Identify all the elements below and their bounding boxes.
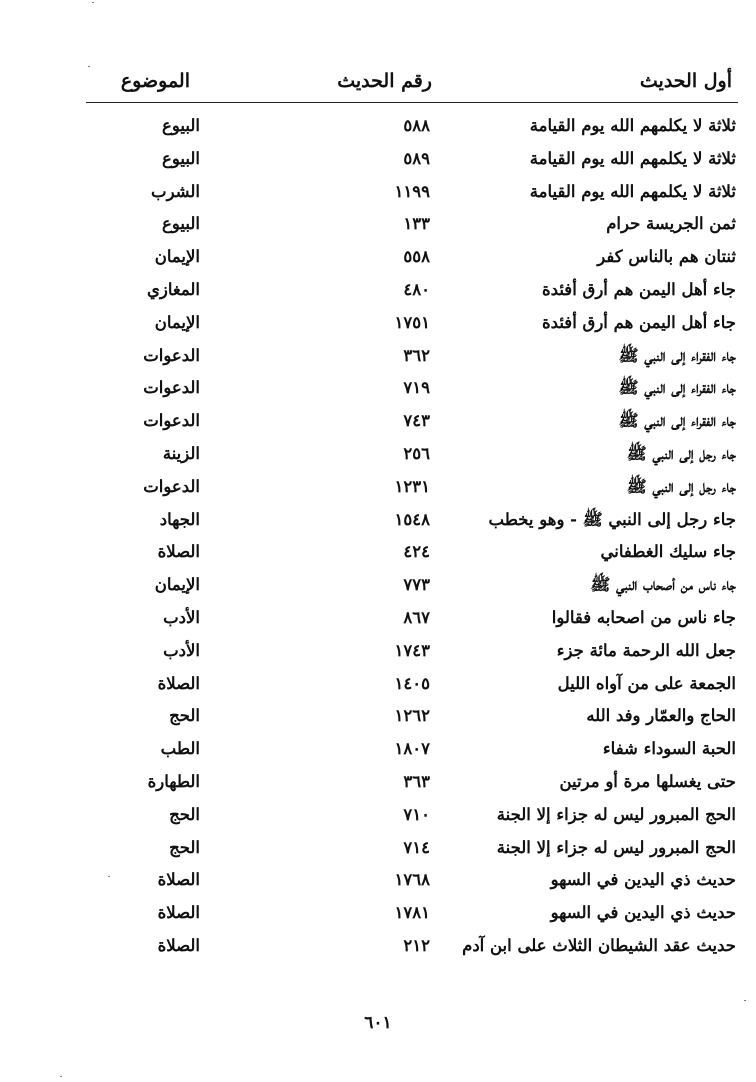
hadith-number: ١٥٤٨ xyxy=(394,509,430,529)
header-hadith-number: رقم الحديث xyxy=(337,70,432,92)
hadith-number: ١٧٥١ xyxy=(394,312,430,332)
hadith-first-words: ثلاثة لا يكلمهم الله يوم القيامة xyxy=(529,181,736,201)
table-row xyxy=(86,670,738,703)
hadith-number: ١٧٤٣ xyxy=(394,640,430,660)
table-row xyxy=(86,735,738,768)
hadith-first-words: جاء الفقراء إلى النبي ﷺ xyxy=(618,411,736,431)
hadith-topic: البيوع xyxy=(162,214,200,234)
hadith-first-words: جاء سليك الغطفاني xyxy=(600,542,736,562)
hadith-topic: الصلاة xyxy=(157,870,200,890)
hadith-first-words: جاء الفقراء إلى النبي ﷺ xyxy=(618,345,736,365)
table-header xyxy=(86,70,738,104)
header-topic: الموضوع xyxy=(120,70,190,92)
hadith-number: ٧٧٣ xyxy=(403,575,430,595)
hadith-number: ١٢٣١ xyxy=(394,476,430,496)
hadith-number: ١١٩٩ xyxy=(394,181,430,201)
hadith-first-words: الحاج والعمّار وفد الله xyxy=(586,706,736,726)
hadith-topic: الجهاد xyxy=(159,509,200,529)
hadith-number: ١٣٣ xyxy=(403,214,430,234)
hadith-topic: الطب xyxy=(160,739,200,759)
hadith-topic: الدعوات xyxy=(143,411,200,431)
hadith-topic: الدعوات xyxy=(143,345,200,365)
table-row xyxy=(86,440,738,473)
hadith-first-words: جاء الفقراء إلى النبي ﷺ xyxy=(618,378,736,398)
hadith-topic: الصلاة xyxy=(157,903,200,923)
table-row xyxy=(86,342,738,375)
index-table-body xyxy=(86,112,738,965)
hadith-number: ٧٤٣ xyxy=(403,411,430,431)
hadith-number: ٧١٤ xyxy=(403,837,430,857)
scan-speck xyxy=(88,66,90,67)
hadith-first-words: الجمعة على من آواه الليل xyxy=(557,673,736,693)
hadith-topic: الدعوات xyxy=(143,378,200,398)
hadith-topic: المغازي xyxy=(146,279,200,299)
hadith-topic: الصلاة xyxy=(157,935,200,955)
hadith-topic: الحج xyxy=(169,837,200,857)
hadith-number: ٢١٢ xyxy=(403,935,430,955)
hadith-topic: البيوع xyxy=(162,116,200,135)
hadith-first-words: ثنتان هم بالناس كفر xyxy=(597,247,736,267)
hadith-topic: البيوع xyxy=(162,148,200,168)
table-row xyxy=(86,506,738,539)
hadith-first-words: جاء ناس من أصحاب النبي ﷺ xyxy=(590,575,736,595)
hadith-topic: الأدب xyxy=(163,607,200,627)
hadith-number: ٢٥٦ xyxy=(403,443,430,463)
table-row xyxy=(86,768,738,801)
table-row xyxy=(86,145,738,178)
hadith-number: ٤٨٠ xyxy=(403,279,430,299)
hadith-first-words: ثمن الجريسة حرام xyxy=(606,214,736,234)
hadith-number: ٣٦٣ xyxy=(403,771,430,791)
hadith-first-words: ثلاثة لا يكلمهم الله يوم القيامة xyxy=(529,116,736,135)
table-row xyxy=(86,374,738,407)
hadith-number: ١٧٦٨ xyxy=(394,870,430,890)
hadith-topic: الحج xyxy=(169,706,200,726)
hadith-first-words: جعل الله الرحمة مائة جزء xyxy=(556,640,736,660)
hadith-first-words: جاء ناس من اصحابه فقالوا xyxy=(551,607,736,627)
hadith-first-words: حتى يغسلها مرة أو مرتين xyxy=(559,771,736,791)
hadith-topic: الصلاة xyxy=(157,542,200,562)
hadith-number: ٨٦٧ xyxy=(403,607,430,627)
hadith-number: ١٨٠٧ xyxy=(394,739,430,759)
hadith-first-words: ثلاثة لا يكلمهم الله يوم القيامة xyxy=(529,148,736,168)
hadith-topic: الإيمان xyxy=(154,312,200,332)
table-row xyxy=(86,899,738,932)
table-row xyxy=(86,538,738,571)
table-row xyxy=(86,276,738,309)
table-row xyxy=(86,834,738,867)
table-row xyxy=(86,243,738,276)
scan-speck xyxy=(744,1000,746,1001)
header-rule xyxy=(86,102,738,103)
table-row xyxy=(86,178,738,211)
hadith-number: ١٢٦٢ xyxy=(394,706,430,726)
hadith-topic: الأدب xyxy=(163,640,200,660)
scan-speck xyxy=(92,2,94,3)
page-number: ٦٠١ xyxy=(364,1013,392,1033)
hadith-first-words: حديث ذي اليدين في السهو xyxy=(550,903,736,923)
scan-speck xyxy=(60,1076,62,1077)
hadith-first-words: الحبة السوداء شفاء xyxy=(602,739,736,759)
table-row xyxy=(86,473,738,506)
hadith-topic: الصلاة xyxy=(157,673,200,693)
table-row xyxy=(86,112,738,145)
hadith-topic: الحج xyxy=(169,804,200,824)
hadith-topic: الشرب xyxy=(151,181,200,201)
header-first-words: أول الحديث xyxy=(639,70,732,92)
hadith-first-words: الحج المبرور ليس له جزاء إلا الجنة xyxy=(496,837,736,857)
table-row xyxy=(86,702,738,735)
hadith-number: ٤٢٤ xyxy=(403,542,430,562)
table-row xyxy=(86,407,738,440)
table-row xyxy=(86,637,738,670)
hadith-first-words: حديث عقد الشيطان الثلاث على ابن آدم xyxy=(462,935,736,955)
hadith-number: ٣٦٢ xyxy=(403,345,430,365)
table-row xyxy=(86,210,738,243)
hadith-number: ٥٨٨ xyxy=(403,116,430,135)
hadith-number: ٧١٩ xyxy=(403,378,430,398)
hadith-first-words: جاء أهل اليمن هم أرق أفئدة xyxy=(542,312,736,332)
hadith-topic: الطهارة xyxy=(147,771,200,791)
table-row xyxy=(86,309,738,342)
table-row xyxy=(86,801,738,834)
hadith-first-words: الحج المبرور ليس له جزاء إلا الجنة xyxy=(496,804,736,824)
hadith-first-words: حديث ذي اليدين في السهو xyxy=(550,870,736,890)
table-row xyxy=(86,866,738,899)
table-row xyxy=(86,604,738,637)
scan-speck xyxy=(108,876,110,877)
table-row xyxy=(86,932,738,965)
hadith-first-words: جاء رجل إلى النبي ﷺ - وهو يخطب xyxy=(488,509,736,529)
hadith-number: ٥٨٩ xyxy=(403,148,430,168)
hadith-topic: الإيمان xyxy=(154,575,200,595)
hadith-first-words: جاء رجل إلى النبي ﷺ xyxy=(626,443,736,463)
hadith-number: ٥٥٨ xyxy=(403,247,430,267)
hadith-number: ١٤٠٥ xyxy=(394,673,430,693)
hadith-first-words: جاء أهل اليمن هم أرق أفئدة xyxy=(542,279,736,299)
hadith-topic: الإيمان xyxy=(154,247,200,267)
hadith-first-words: جاء رجل إلى النبي ﷺ xyxy=(626,476,736,496)
hadith-number: ٧١٠ xyxy=(403,804,430,824)
hadith-number: ١٧٨١ xyxy=(394,903,430,923)
table-row xyxy=(86,571,738,604)
hadith-topic: الزينة xyxy=(162,443,200,463)
hadith-topic: الدعوات xyxy=(143,476,200,496)
